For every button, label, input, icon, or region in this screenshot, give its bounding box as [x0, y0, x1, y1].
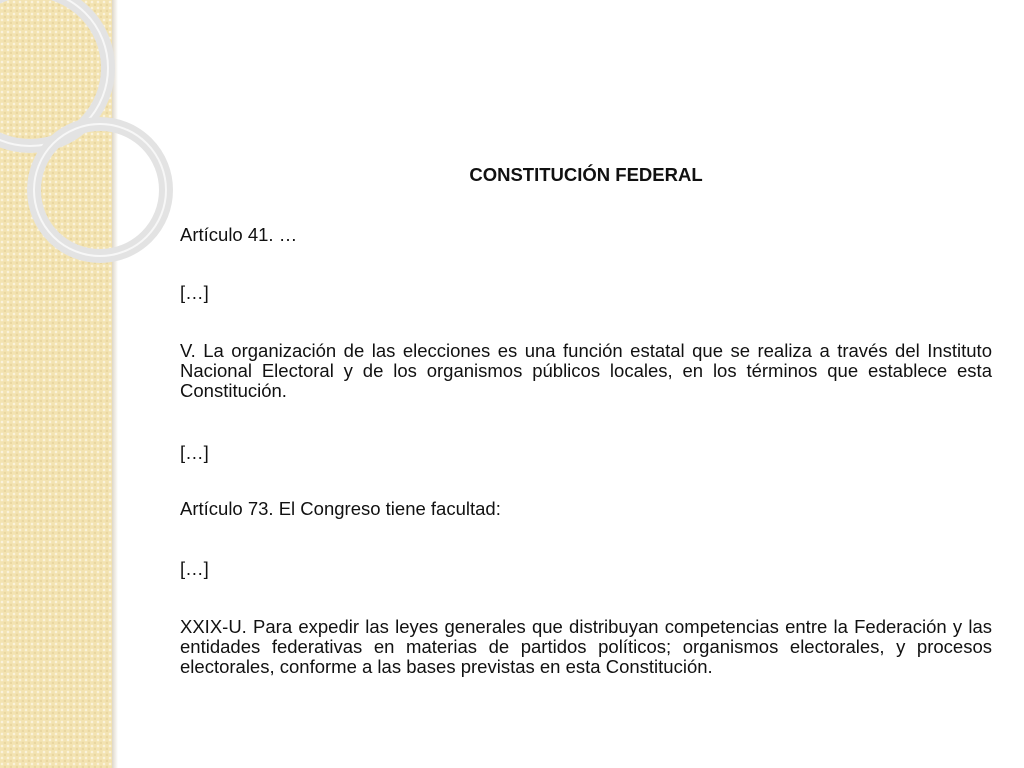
ellipsis-bracket: […] [180, 442, 209, 463]
article-73-fraction-xxix-u: XXIX-U. Para expedir las leyes generales que distribuyan competencias entre la Federación y las entidades federativas en materias de partidos políticos; organismos electorales, y procesos electorales, conforme a las bases previstas en esta Constitución. [180, 616, 992, 677]
slide-content [180, 0, 992, 768]
ellipsis-bracket: […] [180, 282, 209, 303]
decorative-side-panel [0, 0, 112, 768]
article-41-fraction-v: V. La organización de las elecciones es una función estatal que se realiza a través del Instituto Nacional Electoral y de los organismos públicos locales, en los términos que establece esta Constitución. [180, 340, 992, 401]
side-panel-shadow [112, 0, 118, 768]
article-73-heading: Artículo 73. El Congreso tiene facultad: [180, 498, 501, 519]
slide-title: CONSTITUCIÓN FEDERAL [469, 164, 703, 185]
ellipsis-bracket: […] [180, 558, 209, 579]
article-41-heading: Artículo 41. … [180, 224, 298, 245]
